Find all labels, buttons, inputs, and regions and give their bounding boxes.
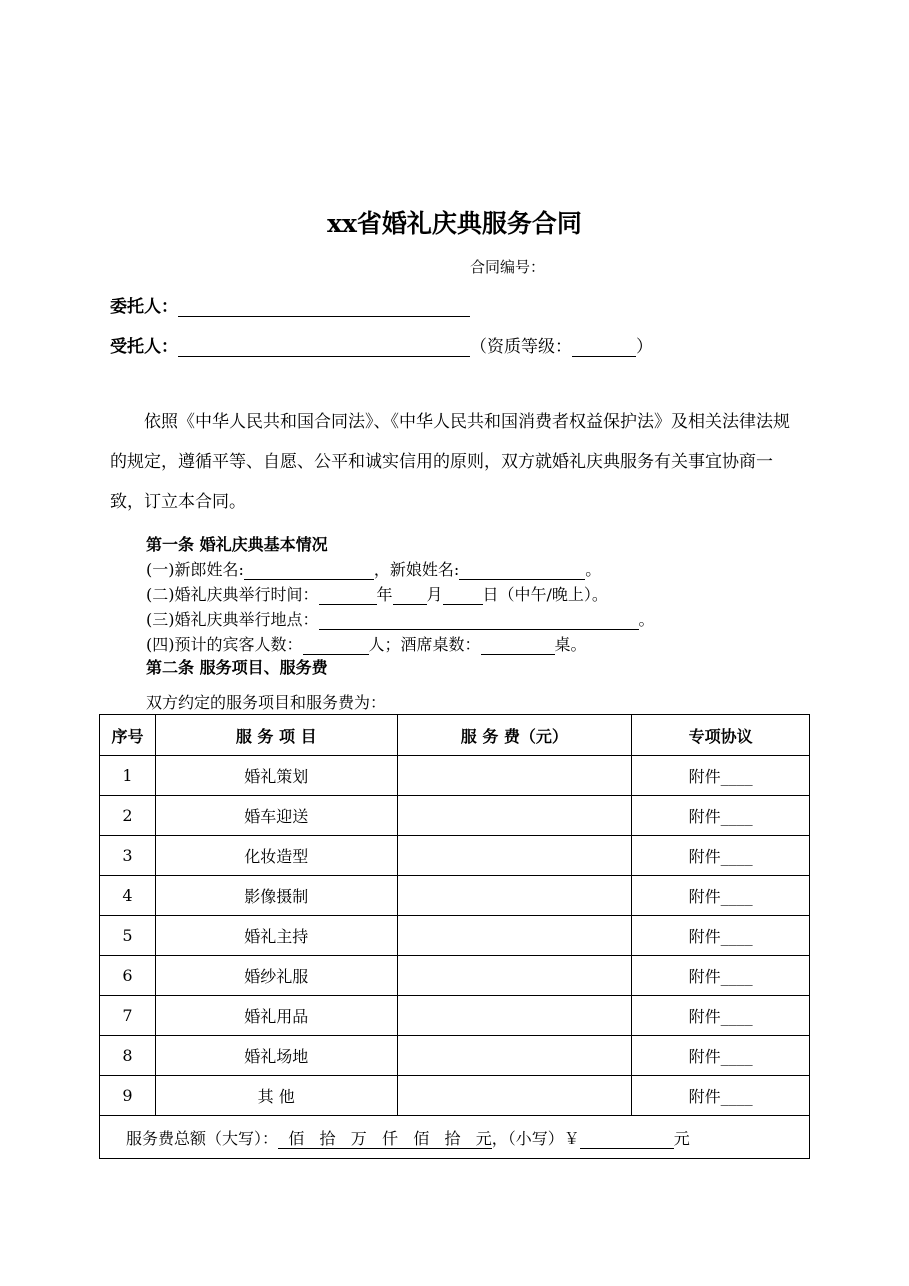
- article2-intro: 双方约定的服务项目和服务费为：: [146, 693, 387, 712]
- row-attachment: 附件____: [632, 876, 810, 916]
- row-attachment: 附件____: [632, 996, 810, 1036]
- location-blank[interactable]: [319, 611, 639, 630]
- location-label: (三)婚礼庆典举行地点：: [146, 610, 319, 629]
- row-item: 婚纱礼服: [155, 956, 397, 996]
- row-fee[interactable]: [397, 1036, 632, 1076]
- table-row: [100, 876, 810, 916]
- year-blank[interactable]: [319, 586, 377, 605]
- row-no: 6: [100, 956, 156, 996]
- page-title: xx省婚礼庆典服务合同: [327, 209, 582, 238]
- client-label: 委托人：: [110, 297, 178, 317]
- contractor-label: 受托人：: [110, 337, 178, 357]
- table-row: [100, 836, 810, 876]
- guests-line: [146, 632, 587, 655]
- table-row: [100, 796, 810, 836]
- location-end: 。: [638, 610, 655, 629]
- client-field: [110, 292, 470, 317]
- intro-paragraph: 依照《中华人民共和国合同法》、《中华人民共和国消费者权益保护法》及相关法律法规的规定，遵循平等、自愿、公平和诚实信用的原则，双方就婚礼庆典服务有关事宜协商一致，订立本合同。: [110, 412, 790, 512]
- total-small-blank[interactable]: [580, 1130, 674, 1149]
- row-fee[interactable]: [397, 796, 632, 836]
- row-item: 婚礼场地: [155, 1036, 397, 1076]
- client-blank[interactable]: [178, 296, 470, 317]
- qualification-end: ）: [636, 337, 653, 357]
- groom-bride-line: [146, 557, 601, 580]
- total-units[interactable]: 佰 拾 万 仟 佰 拾 元: [278, 1128, 492, 1148]
- qualification-blank[interactable]: [572, 336, 636, 357]
- row-attachment: 附件____: [632, 836, 810, 876]
- groom-label: (一)新郎姓名:: [146, 560, 244, 579]
- row-no: 7: [100, 996, 156, 1036]
- header-item: 服 务 项 目: [155, 715, 397, 756]
- row-no: 2: [100, 796, 156, 836]
- table-row: [100, 996, 810, 1036]
- qualification-label: （资质等级：: [470, 337, 572, 357]
- time-label: (二)婚礼庆典举行时间：: [146, 585, 319, 604]
- year-label: 年: [376, 585, 393, 604]
- item1-end: 。: [585, 560, 602, 579]
- row-attachment: 附件____: [632, 796, 810, 836]
- groom-blank[interactable]: [244, 561, 374, 580]
- row-fee[interactable]: [397, 916, 632, 956]
- header-agreement: 专项协议: [632, 715, 810, 756]
- row-attachment: 附件____: [632, 956, 810, 996]
- row-no: 5: [100, 916, 156, 956]
- header-fee: 服 务 费（元）: [397, 715, 632, 756]
- contractor-blank[interactable]: [178, 336, 470, 357]
- row-no: 3: [100, 836, 156, 876]
- tables-label: 人；酒席桌数：: [368, 635, 481, 654]
- total-row: [100, 1116, 810, 1159]
- row-no: 8: [100, 1036, 156, 1076]
- tables-blank[interactable]: [481, 636, 555, 655]
- row-no: 9: [100, 1076, 156, 1116]
- month-blank[interactable]: [393, 586, 427, 605]
- row-attachment: 附件____: [632, 916, 810, 956]
- bride-blank[interactable]: [459, 561, 585, 580]
- total-end: 元: [673, 1128, 690, 1148]
- table-row: [100, 956, 810, 996]
- total-cell: [100, 1116, 810, 1159]
- row-attachment: 附件____: [632, 1076, 810, 1116]
- contractor-field: [110, 332, 653, 357]
- table-row: [100, 1076, 810, 1116]
- table-row: [100, 916, 810, 956]
- row-item: 化妆造型: [155, 836, 397, 876]
- ceremony-time-line: [146, 582, 608, 605]
- article2-heading: 第二条 服务项目、服务费: [146, 658, 328, 677]
- row-no: 1: [100, 756, 156, 796]
- row-item: 婚礼主持: [155, 916, 397, 956]
- row-item: 其 他: [155, 1076, 397, 1116]
- bride-label: ，新娘姓名:: [373, 560, 460, 579]
- row-item: 婚礼策划: [155, 756, 397, 796]
- row-fee[interactable]: [397, 1076, 632, 1116]
- row-no: 4: [100, 876, 156, 916]
- article1-heading: 第一条 婚礼庆典基本情况: [146, 535, 328, 554]
- guests-blank[interactable]: [303, 636, 369, 655]
- guests-label: (四)预计的宾客人数：: [146, 635, 303, 654]
- row-fee[interactable]: [397, 836, 632, 876]
- row-item: 婚车迎送: [155, 796, 397, 836]
- ceremony-location-line: [146, 607, 655, 630]
- row-attachment: 附件____: [632, 756, 810, 796]
- table-row: [100, 756, 810, 796]
- services-table: [99, 714, 810, 1159]
- header-no: 序号: [100, 715, 156, 756]
- day-label: 日（中午/晚上）。: [482, 585, 608, 604]
- row-fee[interactable]: [397, 956, 632, 996]
- row-fee[interactable]: [397, 756, 632, 796]
- contract-number-label: 合同编号：: [470, 258, 546, 276]
- row-item: 影像摄制: [155, 876, 397, 916]
- day-blank[interactable]: [443, 586, 483, 605]
- total-label: 服务费总额（大写）：: [126, 1128, 279, 1148]
- row-fee[interactable]: [397, 876, 632, 916]
- total-small-label: ，（小写）￥: [491, 1128, 580, 1148]
- table-row: [100, 1036, 810, 1076]
- row-fee[interactable]: [397, 996, 632, 1036]
- tables-end: 桌。: [554, 635, 587, 654]
- month-label: 月: [426, 585, 443, 604]
- table-header-row: [100, 715, 810, 756]
- row-attachment: 附件____: [632, 1036, 810, 1076]
- row-item: 婚礼用品: [155, 996, 397, 1036]
